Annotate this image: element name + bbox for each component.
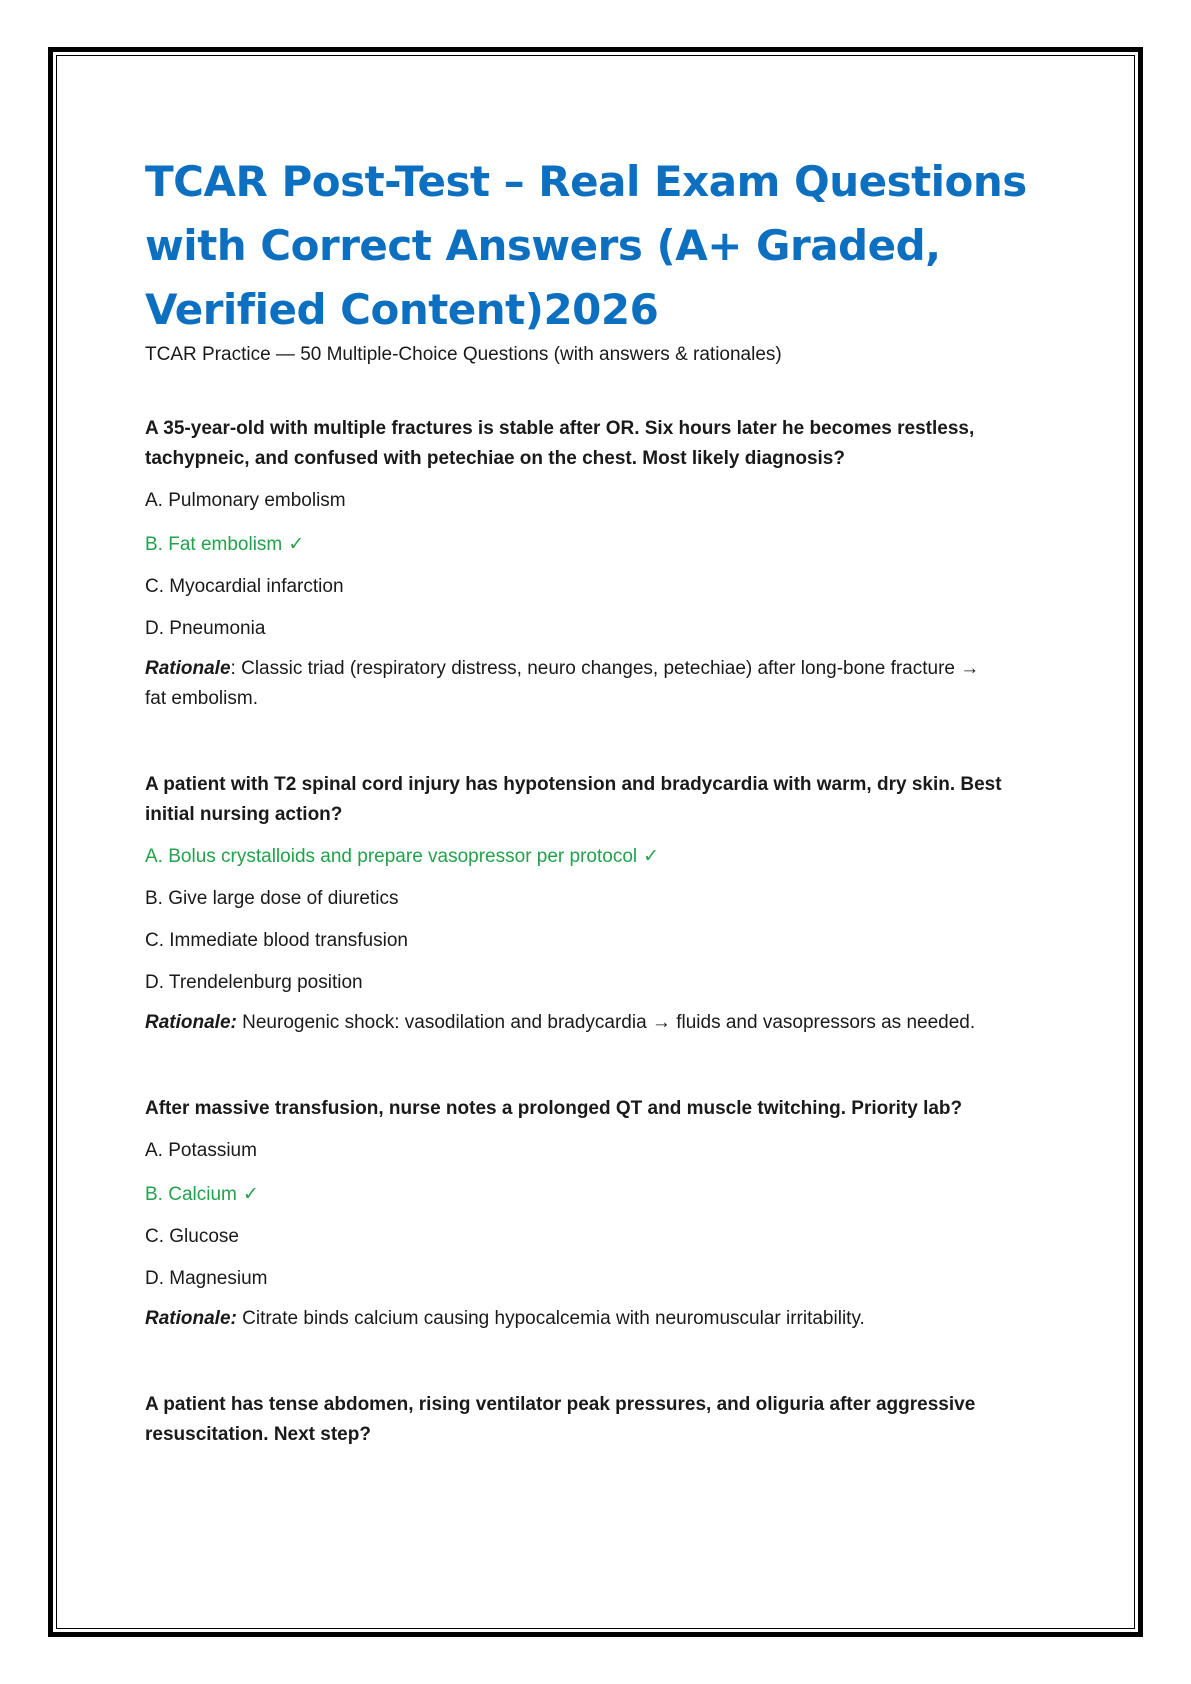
question-stem-line: A patient with T2 spinal cord injury has hypotension and bradycardia with warm, dry skin. Best: [145, 774, 1002, 795]
answer-option: C. Immediate blood transfusion: [145, 930, 408, 951]
checkmark-icon: ✓: [242, 1184, 259, 1205]
rationale: [145, 1008, 1045, 1038]
answer-option: D. Magnesium: [145, 1268, 268, 1289]
answer-option: A. Potassium: [145, 1140, 257, 1161]
answer-option: D. Pneumonia: [145, 618, 266, 639]
question-stem-line: A patient has tense abdomen, rising ventilator peak pressures, and oliguria after aggressive: [145, 1394, 976, 1415]
rationale-text: Neurogenic shock: vasodilation and bradycardia → fluids and vasopressors as needed.: [236, 1012, 976, 1033]
rationale-label: Rationale:: [145, 1012, 237, 1033]
answer-option: C. Glucose: [145, 1226, 239, 1247]
question-stem: [145, 1094, 1045, 1124]
answer-option: B. Give large dose of diuretics: [145, 888, 399, 909]
question-stem-line: tachypneic, and confused with petechiae on the chest. Most likely diagnosis?: [145, 448, 845, 469]
title-line: with Correct Answers (A+ Graded,: [145, 221, 941, 270]
answer-option-correct: A. Bolus crystalloids and prepare vasopressor per protocol ✓: [145, 844, 1045, 870]
rationale-label: Rationale:: [145, 1308, 237, 1329]
question-block: [145, 414, 1045, 714]
rationale-text: Classic triad (respiratory distress, neuro changes, petechiae) after long-bone fracture →: [235, 658, 980, 679]
document-title: [145, 150, 1045, 342]
rationale: [145, 1304, 1045, 1334]
document-content: [145, 150, 1045, 1450]
rationale-text: fat embolism.: [145, 688, 258, 709]
question-block: [145, 770, 1045, 1038]
answer-option-correct: B. Calcium ✓: [145, 1182, 1045, 1208]
question-stem: [145, 770, 1045, 830]
checkmark-icon: ✓: [643, 846, 660, 867]
rationale-separator: :: [230, 658, 236, 679]
title-line: Verified Content)2026: [145, 285, 659, 334]
question-stem-line: resuscitation. Next step?: [145, 1424, 371, 1445]
answer-option: D. Trendelenburg position: [145, 972, 363, 993]
question-stem: [145, 414, 1045, 474]
question-stem-line: initial nursing action?: [145, 804, 343, 825]
answer-option-correct: B. Fat embolism ✓: [145, 532, 1045, 558]
rationale-label: Rationale: [145, 658, 231, 679]
question-block: [145, 1094, 1045, 1334]
title-line: TCAR Post-Test – Real Exam Questions: [145, 157, 1027, 206]
rationale-text: Citrate binds calcium causing hypocalcemia with neuromuscular irritability.: [236, 1308, 865, 1329]
question-stem-line: A 35-year-old with multiple fractures is stable after OR. Six hours later he becomes restless,: [145, 418, 975, 439]
question-block: [145, 1390, 1045, 1450]
rationale: [145, 654, 1045, 714]
document-subtitle: TCAR Practice — 50 Multiple-Choice Questions (with answers & rationales): [145, 344, 782, 365]
answer-option: C. Myocardial infarction: [145, 576, 344, 597]
question-stem-line: After massive transfusion, nurse notes a prolonged QT and muscle twitching. Priority lab?: [145, 1098, 963, 1119]
checkmark-icon: ✓: [288, 534, 305, 555]
answer-option: A. Pulmonary embolism: [145, 490, 346, 511]
question-stem: [145, 1390, 1045, 1450]
